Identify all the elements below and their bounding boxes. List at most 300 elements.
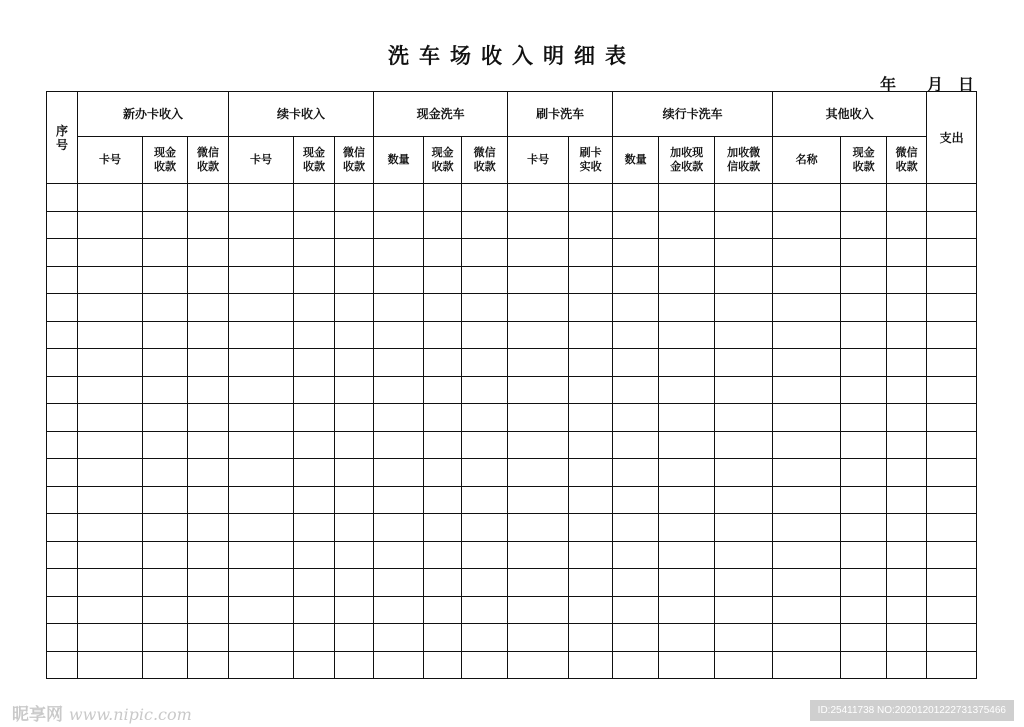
table-cell[interactable] xyxy=(773,404,841,432)
table-cell[interactable] xyxy=(508,541,569,569)
table-cell[interactable] xyxy=(143,349,188,377)
table-cell[interactable] xyxy=(773,239,841,267)
table-cell[interactable] xyxy=(47,431,78,459)
table-cell[interactable] xyxy=(508,514,569,542)
table-cell[interactable] xyxy=(143,624,188,652)
table-cell[interactable] xyxy=(78,239,143,267)
table-cell[interactable] xyxy=(887,184,927,212)
table-cell[interactable] xyxy=(773,486,841,514)
table-cell[interactable] xyxy=(887,321,927,349)
table-cell[interactable] xyxy=(78,321,143,349)
table-cell[interactable] xyxy=(927,651,977,679)
table-cell[interactable] xyxy=(335,294,374,322)
table-cell[interactable] xyxy=(659,349,715,377)
table-cell[interactable] xyxy=(374,541,424,569)
table-cell[interactable] xyxy=(424,486,462,514)
table-cell[interactable] xyxy=(188,541,229,569)
table-cell[interactable] xyxy=(374,184,424,212)
table-cell[interactable] xyxy=(424,541,462,569)
table-cell[interactable] xyxy=(229,459,294,487)
table-cell[interactable] xyxy=(229,266,294,294)
table-cell[interactable] xyxy=(927,294,977,322)
table-cell[interactable] xyxy=(143,294,188,322)
table-cell[interactable] xyxy=(143,569,188,597)
table-cell[interactable] xyxy=(927,266,977,294)
table-cell[interactable] xyxy=(462,541,508,569)
table-cell[interactable] xyxy=(294,431,335,459)
table-cell[interactable] xyxy=(229,541,294,569)
table-cell[interactable] xyxy=(229,376,294,404)
table-cell[interactable] xyxy=(773,651,841,679)
table-cell[interactable] xyxy=(841,651,887,679)
table-cell[interactable] xyxy=(294,569,335,597)
table-cell[interactable] xyxy=(508,239,569,267)
table-cell[interactable] xyxy=(659,239,715,267)
table-cell[interactable] xyxy=(659,459,715,487)
table-cell[interactable] xyxy=(462,651,508,679)
table-cell[interactable] xyxy=(841,184,887,212)
table-cell[interactable] xyxy=(47,651,78,679)
table-cell[interactable] xyxy=(927,459,977,487)
table-cell[interactable] xyxy=(841,541,887,569)
table-cell[interactable] xyxy=(424,376,462,404)
table-cell[interactable] xyxy=(294,459,335,487)
table-cell[interactable] xyxy=(927,569,977,597)
table-cell[interactable] xyxy=(462,459,508,487)
table-cell[interactable] xyxy=(229,651,294,679)
table-cell[interactable] xyxy=(841,211,887,239)
table-cell[interactable] xyxy=(424,266,462,294)
table-cell[interactable] xyxy=(229,184,294,212)
table-cell[interactable] xyxy=(462,624,508,652)
table-cell[interactable] xyxy=(374,349,424,377)
table-cell[interactable] xyxy=(887,514,927,542)
table-cell[interactable] xyxy=(773,349,841,377)
table-cell[interactable] xyxy=(143,459,188,487)
table-cell[interactable] xyxy=(508,321,569,349)
table-cell[interactable] xyxy=(841,294,887,322)
table-cell[interactable] xyxy=(927,486,977,514)
table-cell[interactable] xyxy=(659,651,715,679)
table-cell[interactable] xyxy=(773,596,841,624)
table-cell[interactable] xyxy=(143,431,188,459)
table-cell[interactable] xyxy=(508,266,569,294)
table-cell[interactable] xyxy=(927,541,977,569)
table-cell[interactable] xyxy=(188,376,229,404)
table-cell[interactable] xyxy=(188,349,229,377)
table-cell[interactable] xyxy=(188,569,229,597)
table-cell[interactable] xyxy=(335,569,374,597)
table-cell[interactable] xyxy=(508,651,569,679)
table-cell[interactable] xyxy=(143,541,188,569)
table-cell[interactable] xyxy=(613,541,659,569)
table-cell[interactable] xyxy=(613,651,659,679)
table-cell[interactable] xyxy=(143,239,188,267)
table-cell[interactable] xyxy=(508,431,569,459)
table-cell[interactable] xyxy=(374,514,424,542)
table-cell[interactable] xyxy=(374,294,424,322)
table-cell[interactable] xyxy=(715,211,773,239)
table-cell[interactable] xyxy=(508,569,569,597)
table-cell[interactable] xyxy=(143,376,188,404)
table-cell[interactable] xyxy=(78,624,143,652)
table-cell[interactable] xyxy=(841,376,887,404)
table-cell[interactable] xyxy=(715,239,773,267)
table-cell[interactable] xyxy=(188,459,229,487)
table-cell[interactable] xyxy=(424,294,462,322)
table-cell[interactable] xyxy=(335,459,374,487)
table-cell[interactable] xyxy=(335,349,374,377)
table-cell[interactable] xyxy=(569,596,613,624)
table-cell[interactable] xyxy=(462,211,508,239)
table-cell[interactable] xyxy=(143,321,188,349)
table-cell[interactable] xyxy=(715,431,773,459)
table-cell[interactable] xyxy=(294,596,335,624)
table-cell[interactable] xyxy=(424,459,462,487)
table-cell[interactable] xyxy=(773,211,841,239)
table-cell[interactable] xyxy=(335,266,374,294)
table-cell[interactable] xyxy=(229,486,294,514)
table-cell[interactable] xyxy=(47,211,78,239)
table-cell[interactable] xyxy=(887,596,927,624)
table-cell[interactable] xyxy=(613,184,659,212)
table-cell[interactable] xyxy=(47,376,78,404)
table-cell[interactable] xyxy=(613,349,659,377)
table-cell[interactable] xyxy=(841,239,887,267)
table-cell[interactable] xyxy=(294,294,335,322)
table-cell[interactable] xyxy=(462,266,508,294)
table-cell[interactable] xyxy=(887,349,927,377)
table-cell[interactable] xyxy=(569,404,613,432)
table-cell[interactable] xyxy=(715,266,773,294)
table-cell[interactable] xyxy=(374,239,424,267)
table-cell[interactable] xyxy=(374,321,424,349)
table-cell[interactable] xyxy=(773,431,841,459)
table-cell[interactable] xyxy=(569,486,613,514)
table-cell[interactable] xyxy=(335,321,374,349)
table-cell[interactable] xyxy=(715,321,773,349)
table-cell[interactable] xyxy=(613,376,659,404)
table-cell[interactable] xyxy=(78,184,143,212)
table-cell[interactable] xyxy=(424,404,462,432)
table-cell[interactable] xyxy=(78,431,143,459)
table-cell[interactable] xyxy=(188,184,229,212)
table-cell[interactable] xyxy=(424,211,462,239)
table-cell[interactable] xyxy=(78,376,143,404)
table-cell[interactable] xyxy=(569,514,613,542)
table-cell[interactable] xyxy=(613,321,659,349)
table-cell[interactable] xyxy=(887,376,927,404)
table-cell[interactable] xyxy=(569,211,613,239)
table-cell[interactable] xyxy=(78,294,143,322)
table-cell[interactable] xyxy=(143,486,188,514)
table-cell[interactable] xyxy=(773,184,841,212)
table-cell[interactable] xyxy=(462,431,508,459)
table-cell[interactable] xyxy=(335,239,374,267)
table-cell[interactable] xyxy=(715,349,773,377)
table-cell[interactable] xyxy=(374,459,424,487)
table-cell[interactable] xyxy=(927,184,977,212)
table-cell[interactable] xyxy=(508,184,569,212)
table-cell[interactable] xyxy=(462,349,508,377)
table-cell[interactable] xyxy=(613,486,659,514)
table-cell[interactable] xyxy=(773,541,841,569)
table-cell[interactable] xyxy=(613,239,659,267)
table-cell[interactable] xyxy=(773,294,841,322)
table-cell[interactable] xyxy=(294,541,335,569)
table-cell[interactable] xyxy=(143,514,188,542)
table-cell[interactable] xyxy=(841,624,887,652)
table-cell[interactable] xyxy=(659,376,715,404)
table-cell[interactable] xyxy=(294,321,335,349)
table-cell[interactable] xyxy=(462,376,508,404)
table-cell[interactable] xyxy=(659,431,715,459)
table-cell[interactable] xyxy=(374,211,424,239)
table-cell[interactable] xyxy=(78,569,143,597)
table-cell[interactable] xyxy=(462,239,508,267)
table-cell[interactable] xyxy=(294,514,335,542)
table-cell[interactable] xyxy=(229,321,294,349)
table-cell[interactable] xyxy=(773,514,841,542)
table-cell[interactable] xyxy=(424,321,462,349)
table-cell[interactable] xyxy=(229,211,294,239)
table-cell[interactable] xyxy=(462,569,508,597)
table-cell[interactable] xyxy=(47,349,78,377)
table-cell[interactable] xyxy=(47,184,78,212)
table-cell[interactable] xyxy=(78,211,143,239)
table-cell[interactable] xyxy=(229,349,294,377)
table-cell[interactable] xyxy=(462,294,508,322)
table-cell[interactable] xyxy=(424,349,462,377)
table-cell[interactable] xyxy=(294,404,335,432)
table-cell[interactable] xyxy=(374,651,424,679)
table-cell[interactable] xyxy=(659,486,715,514)
table-cell[interactable] xyxy=(508,294,569,322)
table-cell[interactable] xyxy=(659,569,715,597)
table-cell[interactable] xyxy=(887,294,927,322)
table-cell[interactable] xyxy=(887,569,927,597)
table-cell[interactable] xyxy=(887,404,927,432)
table-cell[interactable] xyxy=(462,321,508,349)
table-cell[interactable] xyxy=(613,404,659,432)
table-cell[interactable] xyxy=(927,404,977,432)
table-cell[interactable] xyxy=(462,486,508,514)
table-cell[interactable] xyxy=(508,459,569,487)
table-cell[interactable] xyxy=(47,294,78,322)
table-cell[interactable] xyxy=(462,404,508,432)
table-cell[interactable] xyxy=(927,514,977,542)
table-cell[interactable] xyxy=(462,596,508,624)
table-cell[interactable] xyxy=(715,624,773,652)
table-cell[interactable] xyxy=(569,541,613,569)
table-cell[interactable] xyxy=(773,624,841,652)
table-cell[interactable] xyxy=(887,431,927,459)
table-cell[interactable] xyxy=(47,404,78,432)
table-cell[interactable] xyxy=(294,211,335,239)
table-cell[interactable] xyxy=(659,624,715,652)
table-cell[interactable] xyxy=(569,569,613,597)
table-cell[interactable] xyxy=(374,266,424,294)
table-cell[interactable] xyxy=(841,596,887,624)
table-cell[interactable] xyxy=(188,486,229,514)
table-cell[interactable] xyxy=(424,569,462,597)
table-cell[interactable] xyxy=(143,404,188,432)
table-cell[interactable] xyxy=(887,459,927,487)
table-cell[interactable] xyxy=(424,514,462,542)
table-cell[interactable] xyxy=(715,184,773,212)
table-cell[interactable] xyxy=(569,459,613,487)
table-cell[interactable] xyxy=(188,211,229,239)
table-cell[interactable] xyxy=(659,294,715,322)
table-cell[interactable] xyxy=(229,514,294,542)
table-cell[interactable] xyxy=(229,404,294,432)
table-cell[interactable] xyxy=(841,486,887,514)
table-cell[interactable] xyxy=(887,624,927,652)
table-cell[interactable] xyxy=(715,569,773,597)
table-cell[interactable] xyxy=(508,376,569,404)
table-cell[interactable] xyxy=(335,376,374,404)
table-cell[interactable] xyxy=(47,514,78,542)
table-cell[interactable] xyxy=(188,514,229,542)
table-cell[interactable] xyxy=(569,349,613,377)
table-cell[interactable] xyxy=(715,376,773,404)
table-cell[interactable] xyxy=(569,321,613,349)
table-cell[interactable] xyxy=(715,404,773,432)
table-cell[interactable] xyxy=(927,431,977,459)
table-cell[interactable] xyxy=(715,294,773,322)
table-cell[interactable] xyxy=(715,651,773,679)
table-cell[interactable] xyxy=(143,266,188,294)
table-cell[interactable] xyxy=(78,486,143,514)
table-cell[interactable] xyxy=(613,431,659,459)
table-cell[interactable] xyxy=(47,541,78,569)
table-cell[interactable] xyxy=(374,431,424,459)
table-cell[interactable] xyxy=(569,239,613,267)
table-cell[interactable] xyxy=(78,651,143,679)
table-cell[interactable] xyxy=(188,404,229,432)
table-cell[interactable] xyxy=(424,624,462,652)
table-cell[interactable] xyxy=(887,486,927,514)
table-cell[interactable] xyxy=(374,486,424,514)
table-cell[interactable] xyxy=(841,266,887,294)
table-cell[interactable] xyxy=(294,349,335,377)
table-cell[interactable] xyxy=(335,541,374,569)
table-cell[interactable] xyxy=(569,294,613,322)
table-cell[interactable] xyxy=(927,321,977,349)
table-cell[interactable] xyxy=(78,404,143,432)
table-cell[interactable] xyxy=(773,376,841,404)
table-cell[interactable] xyxy=(424,184,462,212)
table-cell[interactable] xyxy=(335,211,374,239)
table-cell[interactable] xyxy=(335,514,374,542)
table-cell[interactable] xyxy=(188,624,229,652)
table-cell[interactable] xyxy=(613,569,659,597)
table-cell[interactable] xyxy=(613,266,659,294)
table-cell[interactable] xyxy=(229,239,294,267)
table-cell[interactable] xyxy=(659,266,715,294)
table-cell[interactable] xyxy=(569,376,613,404)
table-cell[interactable] xyxy=(927,376,977,404)
table-cell[interactable] xyxy=(841,349,887,377)
table-cell[interactable] xyxy=(715,596,773,624)
table-cell[interactable] xyxy=(841,514,887,542)
table-cell[interactable] xyxy=(335,404,374,432)
table-cell[interactable] xyxy=(659,596,715,624)
table-cell[interactable] xyxy=(773,266,841,294)
table-cell[interactable] xyxy=(927,624,977,652)
table-cell[interactable] xyxy=(188,294,229,322)
table-cell[interactable] xyxy=(927,239,977,267)
table-cell[interactable] xyxy=(294,624,335,652)
table-cell[interactable] xyxy=(613,514,659,542)
table-cell[interactable] xyxy=(424,431,462,459)
table-cell[interactable] xyxy=(659,404,715,432)
table-cell[interactable] xyxy=(374,596,424,624)
table-cell[interactable] xyxy=(659,514,715,542)
table-cell[interactable] xyxy=(613,596,659,624)
table-cell[interactable] xyxy=(569,651,613,679)
table-cell[interactable] xyxy=(613,294,659,322)
table-cell[interactable] xyxy=(841,404,887,432)
table-cell[interactable] xyxy=(229,596,294,624)
table-cell[interactable] xyxy=(294,486,335,514)
table-cell[interactable] xyxy=(887,266,927,294)
table-cell[interactable] xyxy=(659,321,715,349)
table-cell[interactable] xyxy=(188,596,229,624)
table-cell[interactable] xyxy=(569,266,613,294)
table-cell[interactable] xyxy=(78,266,143,294)
table-cell[interactable] xyxy=(374,569,424,597)
table-cell[interactable] xyxy=(424,651,462,679)
table-cell[interactable] xyxy=(229,431,294,459)
table-cell[interactable] xyxy=(659,211,715,239)
table-cell[interactable] xyxy=(143,651,188,679)
table-cell[interactable] xyxy=(508,596,569,624)
table-cell[interactable] xyxy=(887,541,927,569)
table-cell[interactable] xyxy=(424,596,462,624)
table-cell[interactable] xyxy=(335,624,374,652)
table-cell[interactable] xyxy=(229,569,294,597)
table-cell[interactable] xyxy=(374,624,424,652)
table-cell[interactable] xyxy=(47,596,78,624)
table-cell[interactable] xyxy=(294,266,335,294)
table-cell[interactable] xyxy=(508,349,569,377)
table-cell[interactable] xyxy=(78,596,143,624)
table-cell[interactable] xyxy=(374,404,424,432)
table-cell[interactable] xyxy=(143,596,188,624)
table-cell[interactable] xyxy=(374,376,424,404)
table-cell[interactable] xyxy=(613,459,659,487)
table-cell[interactable] xyxy=(508,211,569,239)
table-cell[interactable] xyxy=(927,211,977,239)
table-cell[interactable] xyxy=(188,266,229,294)
table-cell[interactable] xyxy=(569,184,613,212)
table-cell[interactable] xyxy=(47,459,78,487)
table-cell[interactable] xyxy=(188,239,229,267)
table-cell[interactable] xyxy=(47,486,78,514)
table-cell[interactable] xyxy=(508,624,569,652)
table-cell[interactable] xyxy=(508,404,569,432)
table-cell[interactable] xyxy=(424,239,462,267)
table-cell[interactable] xyxy=(294,651,335,679)
table-cell[interactable] xyxy=(841,321,887,349)
table-cell[interactable] xyxy=(569,624,613,652)
table-cell[interactable] xyxy=(294,376,335,404)
table-cell[interactable] xyxy=(294,184,335,212)
table-cell[interactable] xyxy=(927,349,977,377)
table-cell[interactable] xyxy=(715,459,773,487)
table-cell[interactable] xyxy=(143,184,188,212)
